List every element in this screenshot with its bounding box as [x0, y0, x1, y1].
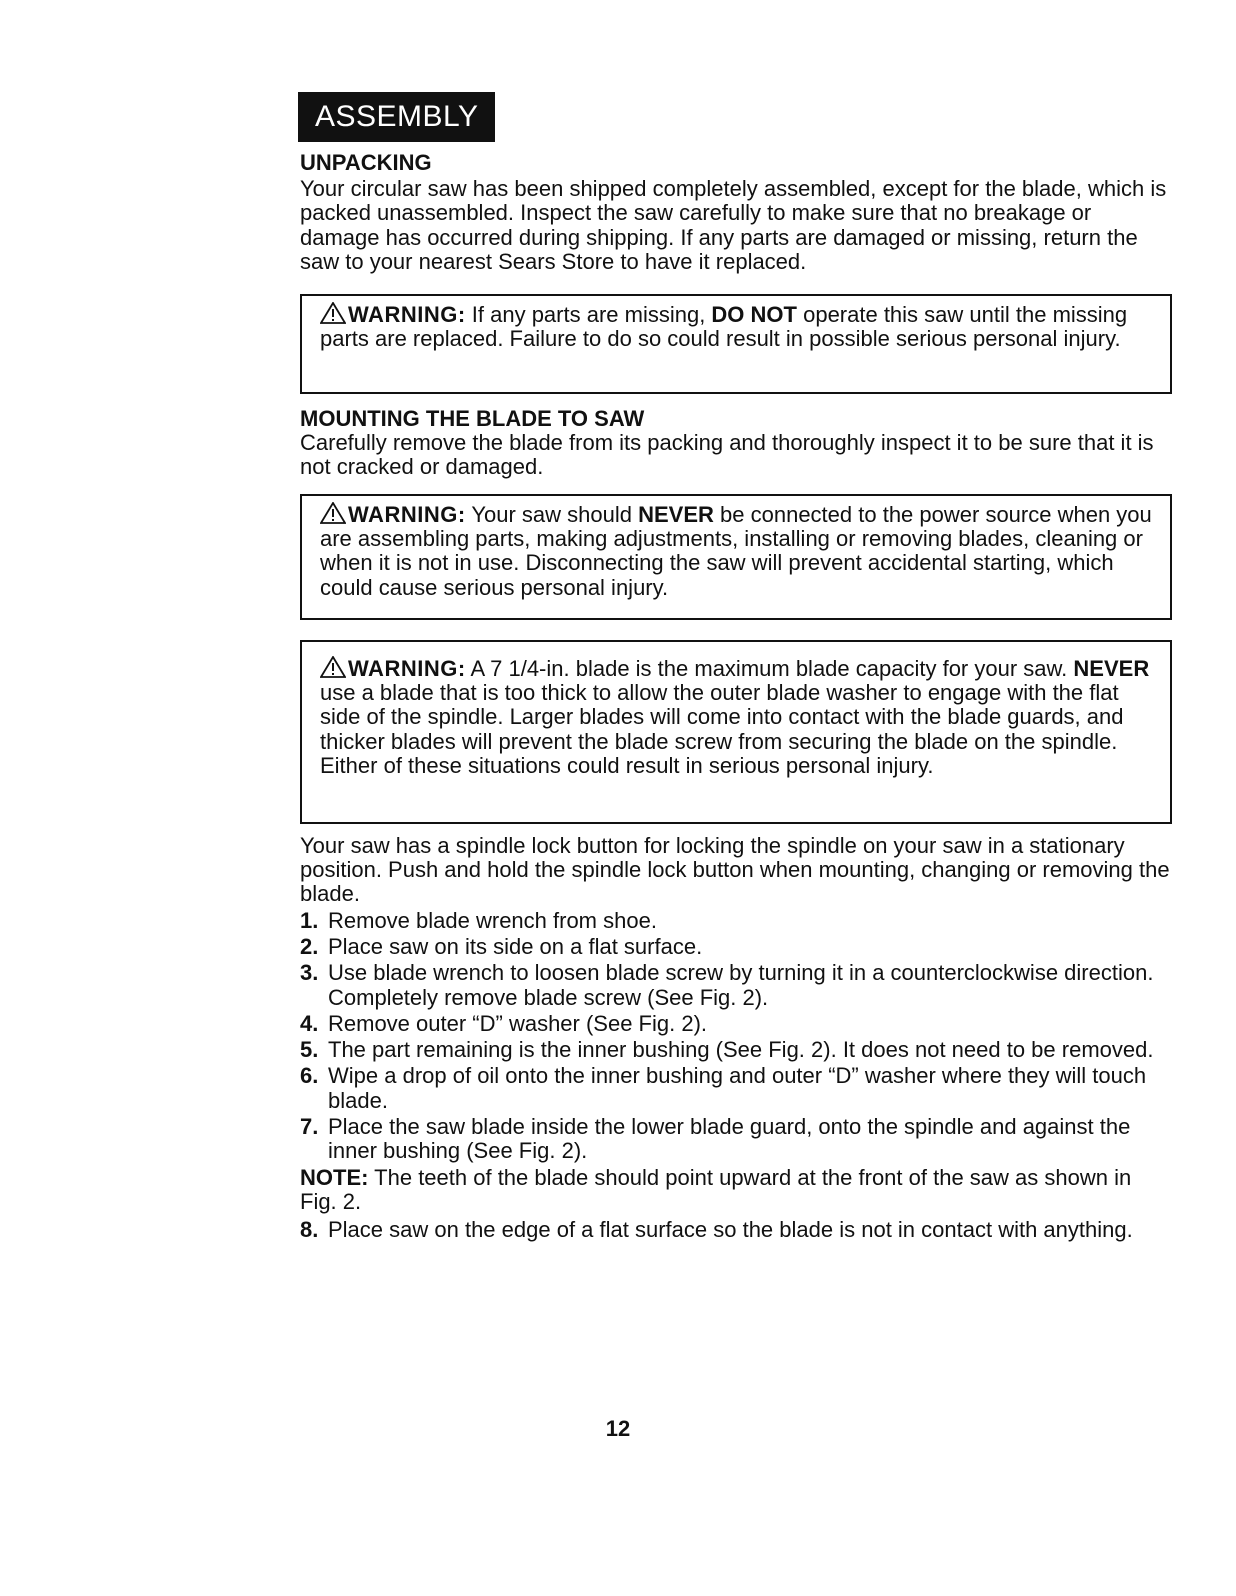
warning-text: be connected to the power source when you are assembling parts, making adjustments, installing or removing blades, cleaning or when it is not in use. Disconnecting the saw will prevent accidental starting, which could cause serious personal injury.: [320, 501, 1152, 600]
note-text: The teeth of the blade should point upward at the front of the saw as shown in Fig. 2.: [300, 1164, 1132, 1214]
step-number: 2.: [300, 933, 319, 959]
step-number: 3.: [300, 960, 319, 986]
note-label: NOTE:: [300, 1164, 369, 1190]
mounting-paragraph: Carefully remove the blade from its packing and thoroughly inspect it to be sure that it is not cracked or damaged.: [300, 430, 1154, 480]
step-number: 5.: [300, 1037, 319, 1063]
step-number: 1.: [300, 907, 319, 933]
step-text: Use blade wrench to loosen blade screw by turning it in a counterclockwise direction. Completely remove blade screw (See Fig. 2).: [328, 960, 1154, 1010]
warning-emphasis: DO NOT: [711, 302, 797, 328]
list-item: [300, 1064, 1172, 1113]
step-text: Remove blade wrench from shoe.: [328, 907, 657, 933]
warning-emphasis: NEVER: [1073, 655, 1150, 681]
warning-triangle-icon: [320, 502, 346, 524]
step-text: Wipe a drop of oil onto the inner bushing and outer “D” washer where they will touch blade.: [328, 1063, 1147, 1113]
steps-list-continued: [300, 1218, 1172, 1242]
page-number: 12: [605, 1416, 631, 1441]
warning-triangle-icon: [320, 302, 346, 324]
warning-triangle-icon: [320, 656, 346, 678]
unpacking-paragraph: Your circular saw has been shipped completely assembled, except for the blade, which is packed unassembled. Inspect the saw carefully to make sure that no breakage or damage has occurred during shipping. If any parts are damaged or missing, return the saw to your nearest Sears Store to have it replaced.: [300, 176, 1167, 274]
warning-text: A 7 1/4-in. blade is the maximum blade capacity for your saw.: [465, 655, 1074, 681]
list-item: [300, 1038, 1172, 1062]
step-text: The part remaining is the inner bushing (See Fig. 2). It does not need to be removed.: [328, 1037, 1154, 1063]
page-content: [300, 150, 1172, 1245]
list-item: [300, 1012, 1172, 1036]
warning-label: WARNING:: [348, 501, 466, 527]
warning-label: WARNING:: [348, 302, 466, 328]
note-paragraph: [300, 1166, 1172, 1215]
step-text: Place the saw blade inside the lower blade guard, onto the spindle and against the inner bushing (See Fig. 2).: [328, 1114, 1131, 1164]
list-item: [300, 1218, 1172, 1242]
step-number: 6.: [300, 1063, 319, 1089]
step-number: 4.: [300, 1010, 319, 1036]
warning-text: use a blade that is too thick to allow the outer blade washer to engage with the flat side of the spindle. Larger blades will come into contact with the blade guards, and thicker blades will prevent the blade screw from securing the blade on the spindle. Either of these situations could result in serious personal injury.: [320, 680, 1124, 778]
step-text: Place saw on the edge of a flat surface so the blade is not in contact with anything.: [328, 1217, 1133, 1243]
list-item: [300, 1115, 1172, 1164]
warning-text: Your saw should: [465, 501, 639, 527]
warning-box-power-source: [300, 494, 1172, 620]
warning-text: operate this saw until the missing parts are replaced. Failure to do so could result in possible serious personal injury.: [320, 302, 1128, 352]
list-item: [300, 935, 1172, 959]
list-item: [300, 909, 1172, 933]
section-banner: ASSEMBLY: [298, 92, 495, 142]
step-number: 8.: [300, 1217, 319, 1243]
warning-box-blade-capacity: [300, 640, 1172, 824]
warning-emphasis: NEVER: [638, 501, 714, 527]
step-number: 7.: [300, 1114, 319, 1140]
steps-list: [300, 909, 1172, 1164]
warning-label: WARNING:: [348, 655, 466, 681]
step-text: Remove outer “D” washer (See Fig. 2).: [328, 1010, 708, 1036]
warning-box-missing-parts: [300, 294, 1172, 394]
step-text: Place saw on its side on a flat surface.: [328, 933, 703, 959]
warning-text: If any parts are missing,: [465, 302, 712, 328]
list-item: [300, 961, 1172, 1010]
mounting-heading: MOUNTING THE BLADE TO SAW: [300, 406, 645, 432]
unpacking-heading: UNPACKING: [300, 150, 432, 175]
spindle-lock-paragraph: Your saw has a spindle lock button for locking the spindle on your saw in a stationary position. Push and hold the spindle lock button when mounting, changing or removing the blade.: [300, 832, 1170, 907]
